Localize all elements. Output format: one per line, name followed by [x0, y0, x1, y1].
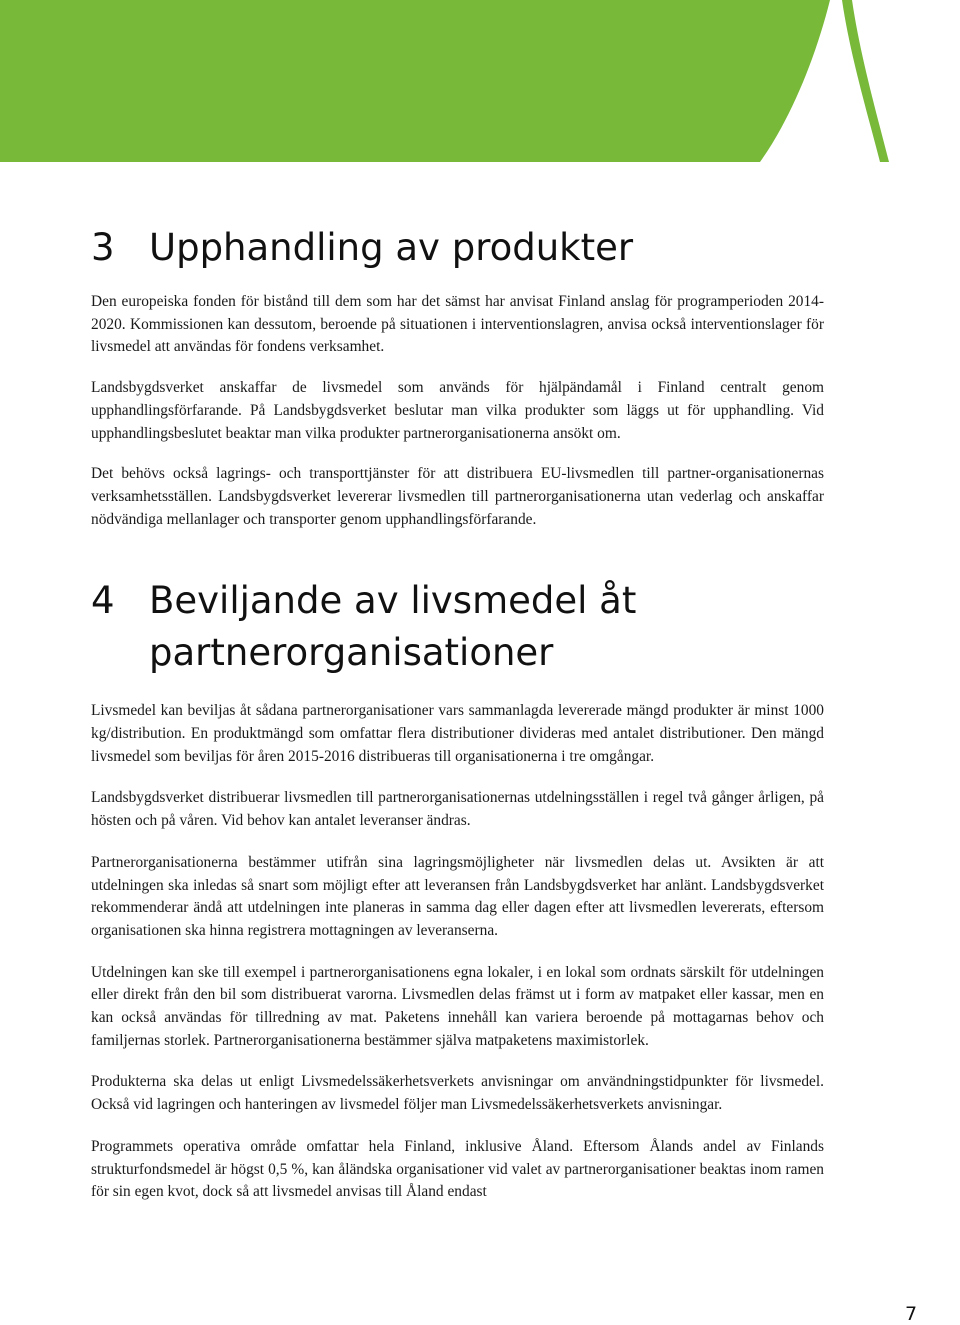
- paragraph: Det behövs också lagrings- och transporttjänster för att distribuera EU-livsmedlen till partner-organisationernas verksamhetsställen. Landsbygdsverket levererar livsmedlen till partnerorganisationerna utan vederlag och anskaffar nödvändiga mellanlager och transporter genom upphandlingsförfarande.: [91, 465, 824, 528]
- paragraph: Partnerorganisationerna bestämmer utifrån sina lagringsmöjligheter när livsmedlen delas ut. Avsikten är att utdelningen ska inledas så snart som möjligt efter att leveransen från Landsbygdsverket har anlänt. Landsbygdsverket rekommenderar ändå att utdelningen inte planeras in samma dag eller dagen efter att livsmedlen levererats, eftersom organisationen ska hinna registrera mottagningen av leveranserna.: [91, 853, 824, 939]
- page-header-band: [0, 0, 960, 162]
- paragraph: Livsmedel kan beviljas åt sådana partnerorganisationer vars sammanlagda levererade mängd produkter är minst 1000 kg/distribution. En produktmängd som omfattar flera distributioner divideras med antalet distributioner. Den mängd livsmedel som beviljas för åren 2015-2016 distribueras till organisationerna i tre omgångar.: [91, 702, 824, 765]
- page-number: 7: [905, 1303, 918, 1325]
- paragraph: Produkterna ska delas ut enligt Livsmedelssäkerhetsverkets anvisningar om användningstidpunkter för livsmedel. Också vid lagringen och hanteringen av livsmedel följer man Livsmedelssäkerhetsverkets anvisningar.: [91, 1073, 824, 1114]
- paragraph: Utdelningen kan ske till exempel i partnerorganisationens egna lokaler, i en lokal som ordnats särskilt för utdelningen eller direkt från den bil som distribuerat varorna. Livsmedlen delas främst ut i form av matpaket eller kassar, men en kan också användas för tillredning av mat. Paketens innehåll kan variera beroende på mottagarnas behov och familjernas storlek. Partnerorganisationerna bestämmer själva matpaketens maximistorlek.: [91, 963, 824, 1049]
- section-upphandling: [91, 222, 824, 531]
- section-title: Beviljande av livsmedel åt partnerorganisationer: [149, 579, 637, 675]
- section-number: 3: [91, 226, 115, 269]
- section-heading: [91, 222, 824, 274]
- document-body: [91, 222, 824, 1223]
- paragraph: Landsbygdsverket distribuerar livsmedlen till partnerorganisationernas utdelningsställen i regel två gånger årligen, på hösten och på våren. Vid behov kan antalet leveranser ändras.: [91, 789, 824, 830]
- section-number: 4: [91, 579, 115, 623]
- section-title: Upphandling av produkter: [149, 226, 634, 269]
- section-heading: [91, 575, 824, 679]
- paragraph: Programmets operativa område omfattar hela Finland, inklusive Åland. Eftersom Ålands andel av Finlands strukturfondsmedel är högst 0,5 %, kan åländska organisationer vid valet av partnerorganisationer beaktas inom ramen för sin egen kvot, dock så att livsmedel anvisas till Åland endast: [91, 1137, 824, 1201]
- leaf-swoosh-icon: [0, 0, 960, 162]
- paragraph: Den europeiska fonden för bistånd till dem som har det sämst har anvisat Finland anslag för programperioden 2014-2020. Kommissionen kan dessutom, beroende på situationen i interventionslagren, anvisa också interventionslager för livsmedel att användas för fondens verksamhet.: [91, 293, 824, 356]
- section-beviljande: [91, 575, 824, 1204]
- paragraph: Landsbygdsverket anskaffar de livsmedel som används för hjälpändamål i Finland centralt genom upphandlingsförfarande. På Landsbygdsverket beslutar man vilka produkter som läggs ut för upphandling. Vid upphandlingsbeslutet beaktar man vilka produkter partnerorganisationerna ansökt om.: [91, 379, 824, 442]
